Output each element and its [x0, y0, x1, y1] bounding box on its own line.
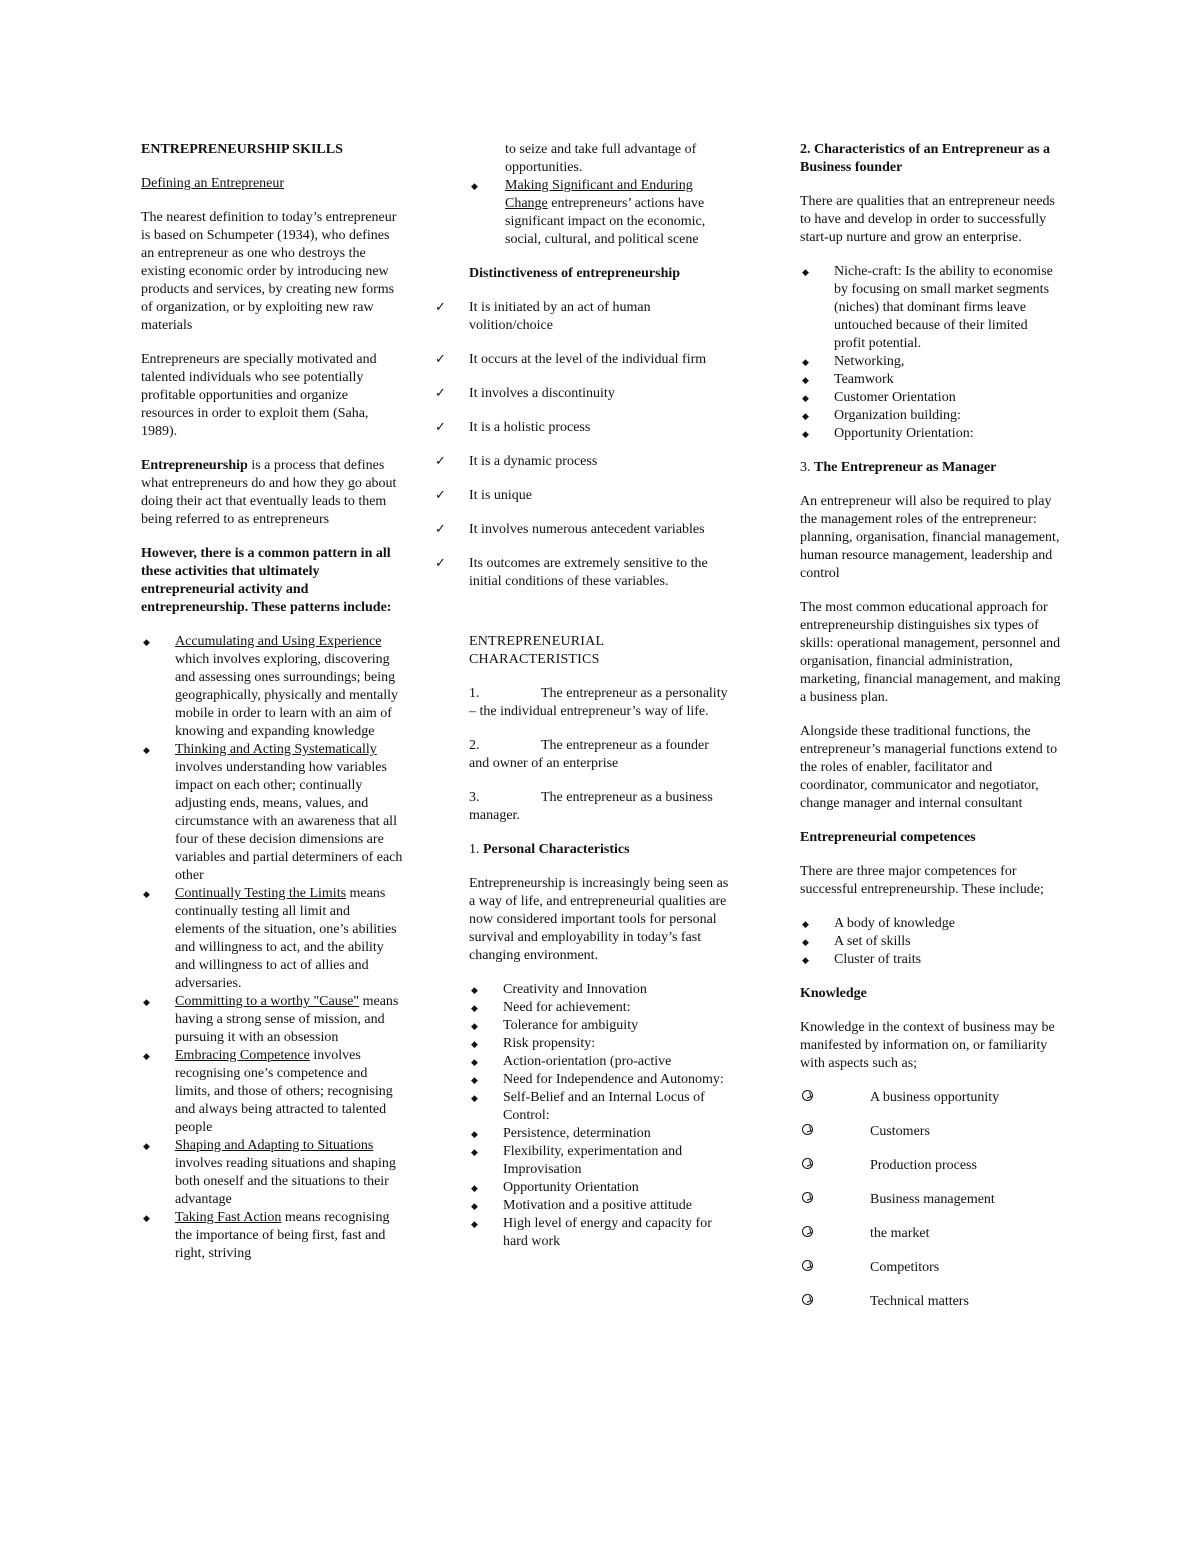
column-3	[800, 141, 1062, 1327]
pattern-description: means having a strong sense of mission, and pursuing it with an obsession	[175, 994, 399, 1045]
traits-list	[469, 981, 731, 1251]
paragraph-personal: Entrepreneurship is increasingly being seen as a way of life, and entrepreneurial qualities are now considered important tools for personal survival and employability in today’s fast changing environment.	[469, 876, 729, 963]
circled-check-icon	[802, 1192, 813, 1203]
continued-text: to seize and take full advantage of opportunities.	[505, 142, 697, 175]
list-item	[800, 1123, 1062, 1141]
list-item: ◆ Opportunity Orientation:	[800, 425, 1062, 443]
pattern-name: Thinking and Acting Systematically	[175, 742, 377, 757]
list-item	[141, 993, 403, 1047]
circled-check-icon	[802, 1124, 813, 1135]
section-heading-characteristics: ENTREPRENEURIAL CHARACTERISTICS	[469, 634, 604, 667]
circled-check-icon	[802, 1158, 813, 1169]
list-item: ◆ A set of skills	[800, 933, 1062, 951]
checkmark-icon: ✓	[435, 522, 446, 537]
list-item: ◆ Opportunity Orientation	[469, 1179, 731, 1197]
column-1	[141, 141, 403, 1279]
item-text-continued: business manager.	[469, 790, 713, 823]
pattern-description: which involves exploring, discovering and assessing ones surroundings; being geographically, physically and mentally mobile in order to learn with an aim of knowing and expanding knowledge	[175, 652, 399, 739]
checkmark-icon: ✓	[435, 386, 446, 401]
item-text: Business management	[870, 1192, 995, 1207]
list-item	[435, 385, 731, 403]
item-text: It is initiated by an act of human volition/choice	[469, 300, 651, 333]
item-text: It is a dynamic process	[469, 454, 598, 469]
list-item	[435, 351, 731, 369]
circled-check-icon	[802, 1294, 813, 1305]
item-text: It is unique	[469, 488, 532, 503]
knowledge-list	[800, 1089, 1062, 1311]
paragraph-definition: The nearest definition to today’s entrepreneur is based on Schumpeter (1934), who defines an entrepreneur as one who destroys the existing economic order by introducing new products and services, by creating new forms of organization, or by exploiting new raw materials	[141, 210, 397, 333]
list-item	[435, 299, 731, 335]
list-item: ◆ Teamwork	[800, 371, 1062, 389]
item-number: 3.	[469, 790, 480, 805]
list-item: ◆ Customer Orientation	[800, 389, 1062, 407]
list-item-continuation	[469, 141, 731, 177]
paragraph-patterns-intro: However, there is a common pattern in all these activities that ultimately entrepreneurial activity and entrepreneurship. These patterns include:	[141, 546, 392, 615]
paragraph-skills: The most common educational approach for entrepreneurship distinguishes six types of skills: operational management, personnel and organisation, financial administration, marketing, financial management, and making a business plan.	[800, 600, 1061, 705]
section-number: 3.	[800, 460, 814, 475]
list-item: ◆ High level of energy and capacity for hard work	[469, 1215, 731, 1251]
paragraph-knowledge: Knowledge in the context of business may be manifested by information on, or familiarity with aspects such as;	[800, 1020, 1055, 1071]
section-heading-manager	[800, 459, 1062, 477]
list-item	[435, 521, 731, 539]
circled-check-icon	[802, 1260, 813, 1271]
list-item: ◆ Persistence, determination	[469, 1125, 731, 1143]
list-item: ◆ Need for achievement:	[469, 999, 731, 1017]
paragraph-competences: There are three major competences for successful entrepreneurship. These include;	[800, 864, 1044, 897]
list-item	[141, 1209, 403, 1263]
section-title: The Entrepreneur as Manager	[814, 460, 997, 475]
list-item: ◆ Motivation and a positive attitude	[469, 1197, 731, 1215]
founder-list	[800, 263, 1062, 443]
document-title: ENTREPRENEURSHIP SKILLS	[141, 142, 343, 157]
section-heading-founder: 2. Characteristics of an Entrepreneur as a Business founder	[800, 142, 1051, 175]
list-item: ◆ A body of knowledge	[800, 915, 1062, 933]
section-heading-knowledge: Knowledge	[800, 986, 867, 1001]
pattern-name: Taking Fast Action	[175, 1210, 282, 1225]
checkmark-icon: ✓	[435, 488, 446, 503]
item-text: Competitors	[870, 1260, 940, 1275]
item-text: It occurs at the level of the individual firm	[469, 352, 707, 367]
section-number: 1.	[469, 842, 483, 857]
list-item	[800, 1293, 1062, 1311]
list-item: ◆ Tolerance for ambiguity	[469, 1017, 731, 1035]
characteristic-item	[469, 737, 731, 773]
paragraph-entrepreneurship	[141, 457, 403, 529]
list-item	[141, 885, 403, 993]
list-item	[435, 487, 731, 505]
patterns-list-continued	[469, 141, 731, 249]
checkmark-icon: ✓	[435, 556, 446, 571]
list-item	[141, 1137, 403, 1209]
list-item: ◆ Niche-craft: Is the ability to economise by focusing on small market segments (niches) that dominant firms leave untouched because of their limited profit potential.	[800, 263, 1062, 353]
list-item	[435, 453, 731, 471]
pattern-description: entrepreneurs’ actions have significant impact on the economic, social, cultural, and political scene	[505, 196, 706, 247]
item-text: It is a holistic process	[469, 420, 591, 435]
patterns-list	[141, 633, 403, 1263]
item-text: It involves numerous antecedent variables	[469, 522, 705, 537]
distinctiveness-list	[435, 299, 731, 591]
item-text: Customers	[870, 1124, 930, 1139]
list-item: ◆ Creativity and Innovation	[469, 981, 731, 999]
list-item	[800, 1191, 1062, 1209]
term-entrepreneurship: Entrepreneurship	[141, 458, 248, 473]
characteristic-item	[469, 685, 731, 721]
paragraph-manager-roles: An entrepreneur will also be required to play the management roles of the entrepreneur: planning, organisation, financial management, human resource management, leadership and control	[800, 494, 1060, 581]
definition-text: is a process that defines what entrepreneurs do and how they go about doing their act that eventually leads to them being referred to as entrepreneurs	[141, 458, 397, 527]
section-heading-personal	[469, 841, 731, 859]
list-item	[435, 419, 731, 437]
checkmark-icon: ✓	[435, 300, 446, 315]
competences-list	[800, 915, 1062, 969]
pattern-name: Accumulating and Using Experience	[175, 634, 382, 649]
list-item	[800, 1259, 1062, 1277]
checkmark-icon: ✓	[435, 352, 446, 367]
pattern-name: Committing to a worthy "Cause"	[175, 994, 360, 1009]
paragraph-entrepreneurs: Entrepreneurs are specially motivated and talented individuals who see potentially profitable opportunities and organize resources in order to exploit them (Saha, 1989).	[141, 352, 377, 439]
paragraph-founder: There are qualities that an entrepreneur needs to have and develop in order to successfully start-up nurture and grow an enterprise.	[800, 194, 1055, 245]
item-text: The entrepreneur as a founder	[541, 738, 709, 753]
pattern-name: Embracing Competence	[175, 1048, 310, 1063]
item-text: Technical matters	[870, 1294, 969, 1309]
pattern-description: involves recognising one’s competence and limits, and those of others; recognising and always being attracted to talented people	[175, 1048, 393, 1135]
pattern-name: Shaping and Adapting to Situations	[175, 1138, 374, 1153]
list-item: ◆ Networking,	[800, 353, 1062, 371]
item-number: 1.	[469, 686, 480, 701]
paragraph-functions: Alongside these traditional functions, the entrepreneur’s managerial functions extend to the roles of enabler, facilitator and coordinator, communicator and negotiator, change manager and internal consultant	[800, 724, 1058, 811]
pattern-name: Continually Testing the Limits	[175, 886, 347, 901]
pattern-description: involves reading situations and shaping both oneself and the situations to their advantage	[175, 1156, 396, 1207]
pattern-description: means continually testing all limit and elements of the situation, one’s abilities and willingness to act, and the ability and willingness to act of allies and adversaries.	[175, 886, 397, 991]
pattern-description: involves understanding how variables impact on each other; continually adjusting ends, means, values, and circumstance with an awareness that all four of these decision dimensions are variables and partial determiners of each other	[175, 760, 403, 883]
item-text-continued: and owner of an enterprise	[469, 756, 619, 771]
list-item	[469, 177, 731, 249]
list-item: ◆ Organization building:	[800, 407, 1062, 425]
section-heading-distinctiveness: Distinctiveness of entrepreneurship	[469, 266, 681, 281]
list-item: ◆ Action-orientation (pro-active	[469, 1053, 731, 1071]
list-item: ◆ Self-Belief and an Internal Locus of Control:	[469, 1089, 731, 1125]
list-item	[435, 555, 731, 591]
list-item: ◆ Cluster of traits	[800, 951, 1062, 969]
circled-check-icon	[802, 1090, 813, 1101]
item-text: It involves a discontinuity	[469, 386, 615, 401]
item-number: 2.	[469, 738, 480, 753]
pattern-description: means recognising the importance of being first, fast and right, striving	[175, 1210, 390, 1261]
item-text-continued: personality – the individual entrepreneur’s way of life.	[469, 686, 728, 719]
section-title: Personal Characteristics	[483, 842, 630, 857]
list-item	[141, 1047, 403, 1137]
item-text: The entrepreneur as a	[541, 686, 662, 701]
characteristic-item	[469, 789, 731, 825]
section-heading-competences: Entrepreneurial competences	[800, 830, 976, 845]
list-item	[800, 1157, 1062, 1175]
list-item	[800, 1225, 1062, 1243]
checkmark-icon: ✓	[435, 420, 446, 435]
circled-check-icon	[802, 1226, 813, 1237]
list-item: ◆ Need for Independence and Autonomy:	[469, 1071, 731, 1089]
item-text: Production process	[870, 1158, 977, 1173]
pattern-name: Making Significant and Enduring Change	[505, 178, 693, 211]
list-item: ◆ Risk propensity:	[469, 1035, 731, 1053]
item-text: Its outcomes are extremely sensitive to the initial conditions of these variables.	[469, 556, 708, 589]
list-item: ◆ Flexibility, experimentation and Improvisation	[469, 1143, 731, 1179]
column-2	[435, 141, 731, 1267]
item-text: The entrepreneur as a	[541, 790, 662, 805]
item-text: A business opportunity	[870, 1090, 1000, 1105]
checkmark-icon: ✓	[435, 454, 446, 469]
item-text: the market	[870, 1226, 930, 1241]
list-item	[141, 741, 403, 885]
list-item	[141, 633, 403, 741]
section-heading-defining: Defining an Entrepreneur	[141, 176, 285, 191]
list-item	[800, 1089, 1062, 1107]
